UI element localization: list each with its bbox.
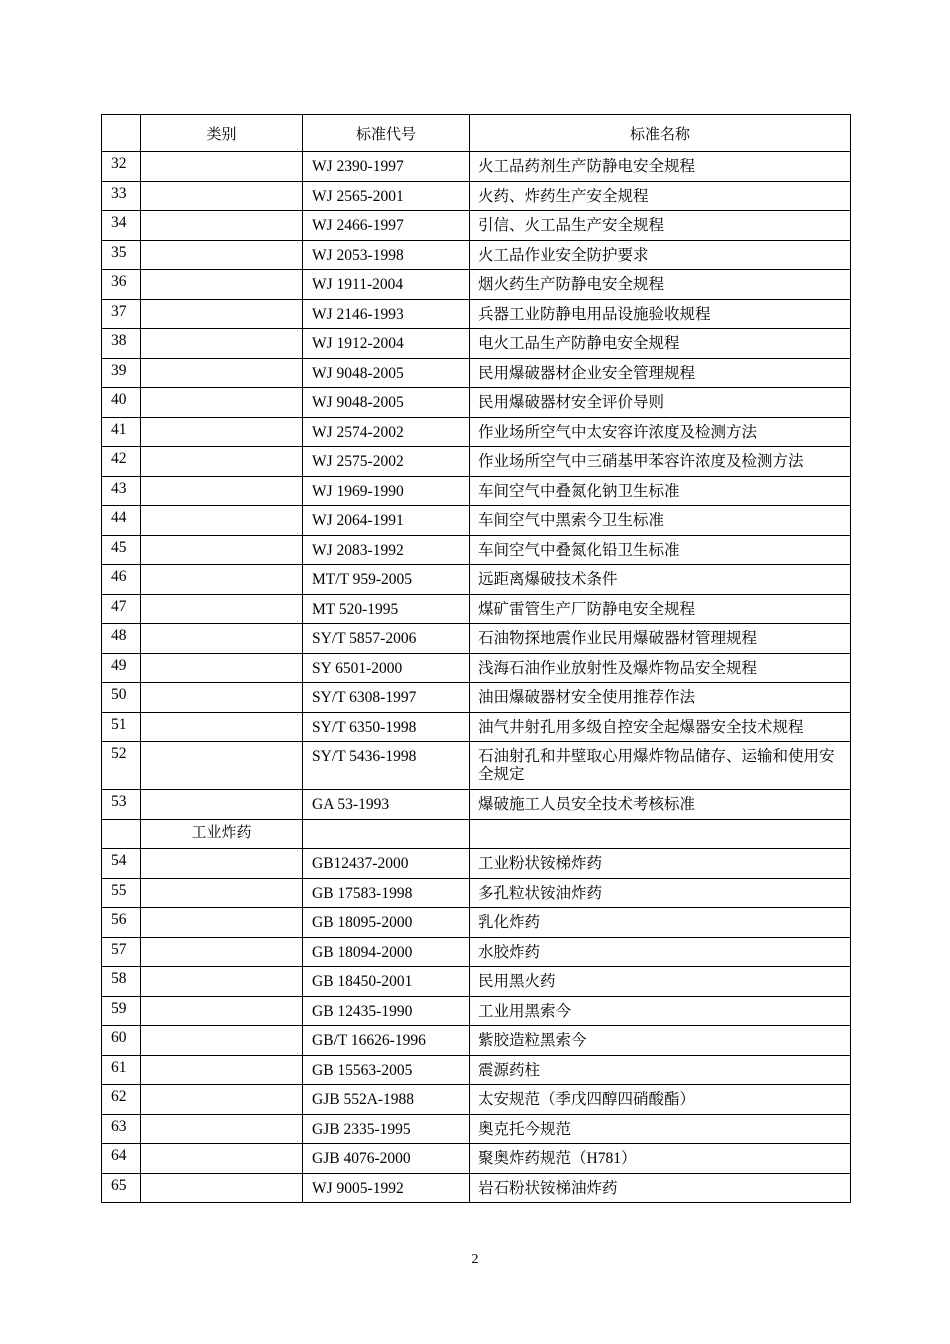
row-category (141, 653, 303, 683)
row-standard-name: 紫胶造粒黑索今 (470, 1026, 851, 1056)
row-number: 33 (102, 181, 141, 211)
table-body (102, 152, 851, 1203)
row-standard-name: 民用爆破器材安全评价导则 (470, 388, 851, 418)
row-standard-name: 兵器工业防静电用品设施验收规程 (470, 299, 851, 329)
row-number: 44 (102, 506, 141, 536)
row-standard-code: GB/T 16626-1996 (303, 1026, 470, 1056)
table-row (102, 388, 851, 418)
row-number: 55 (102, 878, 141, 908)
table-row (102, 476, 851, 506)
row-category (141, 908, 303, 938)
table-row (102, 417, 851, 447)
row-category (141, 594, 303, 624)
table-row (102, 270, 851, 300)
row-number: 42 (102, 447, 141, 477)
row-number: 52 (102, 742, 141, 790)
row-category (141, 742, 303, 790)
row-number: 57 (102, 937, 141, 967)
row-category (141, 535, 303, 565)
row-category (141, 417, 303, 447)
row-standard-name: 石油物探地震作业民用爆破器材管理规程 (470, 624, 851, 654)
row-number: 45 (102, 535, 141, 565)
row-category (141, 1144, 303, 1174)
row-standard-code: WJ 2146-1993 (303, 299, 470, 329)
row-number: 35 (102, 240, 141, 270)
row-number: 36 (102, 270, 141, 300)
row-category (141, 712, 303, 742)
row-number: 56 (102, 908, 141, 938)
row-number: 60 (102, 1026, 141, 1056)
table-row (102, 1055, 851, 1085)
table-row (102, 790, 851, 820)
row-category (141, 1026, 303, 1056)
row-standard-name: 多孔粒状铵油炸药 (470, 878, 851, 908)
row-standard-code: GJB 2335-1995 (303, 1114, 470, 1144)
row-standard-name: 作业场所空气中三硝基甲苯容许浓度及检测方法 (470, 447, 851, 477)
header-standard-name: 标准名称 (470, 115, 851, 152)
row-standard-code: GB 18095-2000 (303, 908, 470, 938)
row-category (141, 996, 303, 1026)
row-category (141, 181, 303, 211)
row-standard-code: WJ 9048-2005 (303, 388, 470, 418)
row-number: 61 (102, 1055, 141, 1085)
row-standard-name: 民用黑火药 (470, 967, 851, 997)
standards-table (101, 114, 851, 1203)
row-standard-code: WJ 2053-1998 (303, 240, 470, 270)
row-category (141, 1173, 303, 1203)
row-standard-name: 震源药柱 (470, 1055, 851, 1085)
table-row (102, 878, 851, 908)
row-standard-code: SY/T 5436-1998 (303, 742, 470, 790)
row-number: 58 (102, 967, 141, 997)
table-header (102, 115, 851, 152)
row-standard-code: GB 17583-1998 (303, 878, 470, 908)
row-number: 53 (102, 790, 141, 820)
row-standard-code: WJ 9048-2005 (303, 358, 470, 388)
row-standard-code: GB12437-2000 (303, 849, 470, 879)
row-standard-code: SY/T 5857-2006 (303, 624, 470, 654)
table-row (102, 1026, 851, 1056)
row-number: 40 (102, 388, 141, 418)
row-number: 47 (102, 594, 141, 624)
table-row (102, 742, 851, 790)
row-category (141, 240, 303, 270)
row-standard-name: 油田爆破器材安全使用推荐作法 (470, 683, 851, 713)
row-number: 64 (102, 1144, 141, 1174)
row-standard-name: 煤矿雷管生产厂防静电安全规程 (470, 594, 851, 624)
row-category (141, 937, 303, 967)
table-row (102, 653, 851, 683)
table-row (102, 506, 851, 536)
row-category (141, 388, 303, 418)
row-number: 49 (102, 653, 141, 683)
row-category (141, 358, 303, 388)
row-number: 34 (102, 211, 141, 241)
row-standard-name (470, 819, 851, 849)
row-standard-code: GJB 552A-1988 (303, 1085, 470, 1115)
row-standard-code: GB 18450-2001 (303, 967, 470, 997)
table-row (102, 849, 851, 879)
row-category (141, 270, 303, 300)
row-number: 37 (102, 299, 141, 329)
row-number (102, 819, 141, 849)
row-number: 51 (102, 712, 141, 742)
row-standard-code: SY/T 6308-1997 (303, 683, 470, 713)
row-standard-code: WJ 9005-1992 (303, 1173, 470, 1203)
row-standard-code: WJ 2083-1992 (303, 535, 470, 565)
row-standard-code: GJB 4076-2000 (303, 1144, 470, 1174)
row-category (141, 476, 303, 506)
row-category (141, 152, 303, 182)
row-standard-name: 引信、火工品生产安全规程 (470, 211, 851, 241)
table-row (102, 211, 851, 241)
row-standard-code: MT 520-1995 (303, 594, 470, 624)
row-category (141, 849, 303, 879)
table-row (102, 565, 851, 595)
row-number: 50 (102, 683, 141, 713)
row-standard-code: GB 15563-2005 (303, 1055, 470, 1085)
row-standard-code: WJ 2575-2002 (303, 447, 470, 477)
row-number: 65 (102, 1173, 141, 1203)
row-category (141, 1114, 303, 1144)
table-row (102, 299, 851, 329)
row-number: 46 (102, 565, 141, 595)
page-number: 2 (471, 1252, 479, 1267)
row-standard-name: 岩石粉状铵梯油炸药 (470, 1173, 851, 1203)
row-category (141, 299, 303, 329)
header-category: 类别 (141, 115, 303, 152)
table-row (102, 329, 851, 359)
row-standard-name: 乳化炸药 (470, 908, 851, 938)
row-standard-name: 车间空气中黑索今卫生标准 (470, 506, 851, 536)
row-standard-name: 奥克托今规范 (470, 1114, 851, 1144)
row-standard-code: WJ 2466-1997 (303, 211, 470, 241)
row-category: 工业炸药 (141, 819, 303, 849)
table-row (102, 1144, 851, 1174)
row-number: 62 (102, 1085, 141, 1115)
row-category (141, 211, 303, 241)
row-number: 63 (102, 1114, 141, 1144)
row-standard-name: 工业粉状铵梯炸药 (470, 849, 851, 879)
row-standard-code: WJ 2064-1991 (303, 506, 470, 536)
row-category (141, 565, 303, 595)
row-standard-code: SY/T 6350-1998 (303, 712, 470, 742)
row-standard-code: WJ 1969-1990 (303, 476, 470, 506)
row-category (141, 683, 303, 713)
category-row (102, 819, 851, 849)
row-number: 38 (102, 329, 141, 359)
header-standard-code: 标准代号 (303, 115, 470, 152)
row-standard-code: WJ 2565-2001 (303, 181, 470, 211)
row-category (141, 878, 303, 908)
table-row (102, 683, 851, 713)
row-standard-name: 烟火药生产防静电安全规程 (470, 270, 851, 300)
table-row (102, 967, 851, 997)
row-standard-name: 民用爆破器材企业安全管理规程 (470, 358, 851, 388)
row-standard-code: GA 53-1993 (303, 790, 470, 820)
row-standard-name: 车间空气中叠氮化铅卫生标准 (470, 535, 851, 565)
row-number: 48 (102, 624, 141, 654)
row-category (141, 624, 303, 654)
row-category (141, 447, 303, 477)
table-row (102, 712, 851, 742)
table-row (102, 1114, 851, 1144)
row-standard-code: GB 18094-2000 (303, 937, 470, 967)
row-standard-code: WJ 1912-2004 (303, 329, 470, 359)
row-standard-code: WJ 2390-1997 (303, 152, 470, 182)
row-standard-name: 石油射孔和井壁取心用爆炸物品储存、运输和使用安全规定 (470, 742, 851, 790)
table-row (102, 908, 851, 938)
table-row (102, 594, 851, 624)
table-row (102, 240, 851, 270)
row-standard-name: 作业场所空气中太安容许浓度及检测方法 (470, 417, 851, 447)
table-row (102, 181, 851, 211)
row-category (141, 967, 303, 997)
row-category (141, 790, 303, 820)
table-row (102, 996, 851, 1026)
row-category (141, 506, 303, 536)
table-row (102, 1173, 851, 1203)
table-row (102, 937, 851, 967)
row-standard-code: GB 12435-1990 (303, 996, 470, 1026)
row-number: 32 (102, 152, 141, 182)
row-standard-code (303, 819, 470, 849)
row-category (141, 1055, 303, 1085)
table-row (102, 152, 851, 182)
row-standard-name: 太安规范（季戊四醇四硝酸酯） (470, 1085, 851, 1115)
row-standard-name: 车间空气中叠氮化钠卫生标准 (470, 476, 851, 506)
row-standard-code: SY 6501-2000 (303, 653, 470, 683)
row-standard-name: 工业用黑索今 (470, 996, 851, 1026)
row-category (141, 329, 303, 359)
row-standard-name: 火工品药剂生产防静电安全规程 (470, 152, 851, 182)
header-number (102, 115, 141, 152)
table-row (102, 535, 851, 565)
table-row (102, 447, 851, 477)
row-standard-name: 电火工品生产防静电安全规程 (470, 329, 851, 359)
row-category (141, 1085, 303, 1115)
row-standard-code: MT/T 959-2005 (303, 565, 470, 595)
row-standard-name: 火工品作业安全防护要求 (470, 240, 851, 270)
header-row (102, 115, 851, 152)
row-standard-name: 聚奥炸药规范（H781） (470, 1144, 851, 1174)
row-standard-name: 火药、炸药生产安全规程 (470, 181, 851, 211)
row-number: 59 (102, 996, 141, 1026)
table-row (102, 624, 851, 654)
row-standard-name: 远距离爆破技术条件 (470, 565, 851, 595)
row-standard-name: 爆破施工人员安全技术考核标准 (470, 790, 851, 820)
table-row (102, 1085, 851, 1115)
row-standard-name: 油气井射孔用多级自控安全起爆器安全技术规程 (470, 712, 851, 742)
row-number: 41 (102, 417, 141, 447)
row-standard-name: 水胶炸药 (470, 937, 851, 967)
row-number: 39 (102, 358, 141, 388)
row-number: 54 (102, 849, 141, 879)
table-row (102, 358, 851, 388)
row-standard-code: WJ 1911-2004 (303, 270, 470, 300)
row-number: 43 (102, 476, 141, 506)
row-standard-name: 浅海石油作业放射性及爆炸物品安全规程 (470, 653, 851, 683)
row-standard-code: WJ 2574-2002 (303, 417, 470, 447)
